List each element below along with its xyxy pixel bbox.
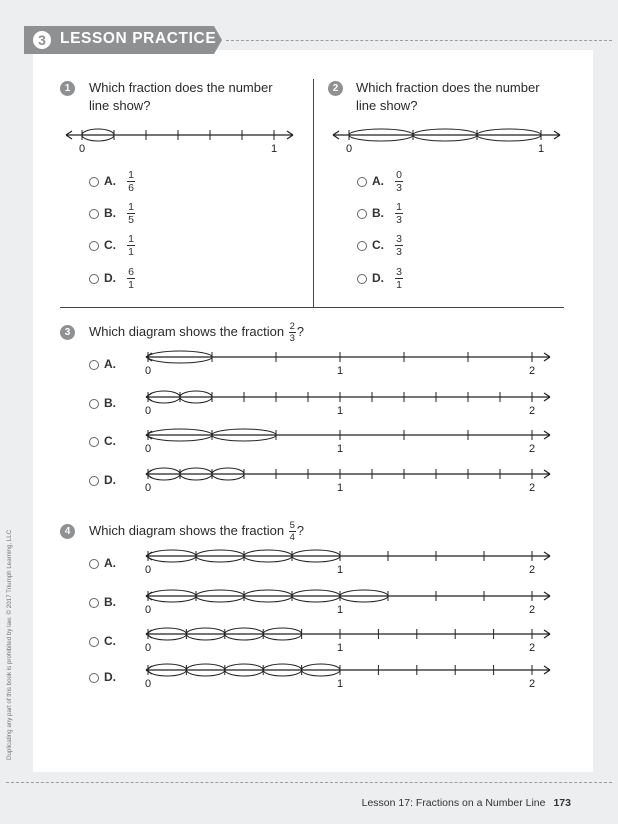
- fraction-numerator: 1: [396, 201, 402, 213]
- fraction-numerator: 6: [128, 266, 134, 278]
- section-number: 3: [33, 31, 51, 49]
- fraction-numerator: 1: [128, 233, 134, 245]
- q2-line-label-0: 0: [345, 143, 353, 155]
- footer-rule: [6, 782, 612, 783]
- question-3-prompt: Which diagram shows the fraction: [89, 323, 285, 339]
- q3-option-0-letter[interactable]: A.: [104, 357, 116, 371]
- q4-option-3-line-label-2: 2: [528, 678, 536, 690]
- q4-option-3-letter[interactable]: D.: [104, 670, 116, 684]
- q2-option-3-letter[interactable]: D.: [372, 271, 384, 285]
- q1-option-2-letter[interactable]: C.: [104, 238, 116, 252]
- question-4-number: 4: [60, 524, 75, 539]
- question-4-prompt: Which diagram shows the fraction: [89, 522, 285, 538]
- q4-option-2-line-label-1: 1: [336, 642, 344, 654]
- q2-option-0-letter[interactable]: A.: [372, 174, 384, 188]
- fraction-numerator: 5: [289, 520, 295, 531]
- q3-option-2-line-label-2: 2: [528, 443, 536, 455]
- q4-option-0-letter[interactable]: A.: [104, 556, 116, 570]
- fraction-numerator: 1: [128, 169, 134, 181]
- page-number: 173: [553, 797, 571, 809]
- section-title: LESSON PRACTICE: [60, 30, 217, 47]
- q2-option-1-letter[interactable]: B.: [372, 206, 384, 220]
- q1-option-1-letter[interactable]: B.: [104, 206, 116, 220]
- fraction-numerator: 3: [396, 266, 402, 278]
- q4-option-1-line-label-0: 0: [144, 604, 152, 616]
- q4-option-2-line-label-2: 2: [528, 642, 536, 654]
- fraction-denominator: 1: [128, 279, 134, 291]
- question-1-text: Which fraction does the number line show?: [89, 80, 273, 113]
- q4-option-1-line-label-2: 2: [528, 604, 536, 616]
- q4-option-0-line-label-0: 0: [144, 564, 152, 576]
- q2-line-label-1: 1: [537, 143, 545, 155]
- question-mark: ?: [296, 522, 304, 538]
- fraction-denominator: 5: [128, 214, 134, 226]
- copyright-notice: Duplicating any part of this book is prohibited by law. © 2017 Triumph Learning, LLC: [6, 529, 13, 760]
- fraction-denominator: 1: [128, 246, 134, 258]
- q3-option-3-line-label-0: 0: [144, 482, 152, 494]
- q3-option-2-line-label-0: 0: [144, 443, 152, 455]
- q3-option-0-line-label-0: 0: [144, 365, 152, 377]
- q3-option-2-line-label-1: 1: [336, 443, 344, 455]
- fraction-denominator: 4: [289, 532, 295, 543]
- q3-option-3-line-label-1: 1: [336, 482, 344, 494]
- q1-option-3-letter[interactable]: D.: [104, 271, 116, 285]
- question-mark: ?: [296, 323, 304, 339]
- q3-option-2-letter[interactable]: C.: [104, 434, 116, 448]
- q4-option-2-letter[interactable]: C.: [104, 634, 116, 648]
- fraction-numerator: 2: [289, 321, 295, 332]
- q3-option-1-line-label-1: 1: [336, 405, 344, 417]
- fraction-denominator: 6: [128, 182, 134, 194]
- q1-option-0-letter[interactable]: A.: [104, 174, 116, 188]
- q2-option-2-letter[interactable]: C.: [372, 238, 384, 252]
- q3-option-1-line-label-2: 2: [528, 405, 536, 417]
- q3-option-1-line-label-0: 0: [144, 405, 152, 417]
- fraction-denominator: 1: [396, 279, 402, 291]
- q4-option-2-line-label-0: 0: [144, 642, 152, 654]
- fraction-denominator: 3: [289, 333, 295, 344]
- fraction-denominator: 3: [396, 182, 402, 194]
- footer-lesson: Lesson 17: Fractions on a Number Line: [361, 797, 546, 809]
- page-footer: [362, 797, 571, 809]
- question-1-number: 1: [60, 81, 75, 96]
- fraction-numerator: 1: [128, 201, 134, 213]
- question-2-number: 2: [328, 81, 343, 96]
- fraction-denominator: 3: [396, 214, 402, 226]
- q3-option-0-line-label-2: 2: [528, 365, 536, 377]
- q4-option-3-line-label-1: 1: [336, 678, 344, 690]
- fraction-denominator: 3: [396, 246, 402, 258]
- q4-option-1-letter[interactable]: B.: [104, 595, 116, 609]
- q1-line-label-0: 0: [78, 143, 86, 155]
- question-2-text: Which fraction does the number line show?: [356, 80, 540, 113]
- q3-option-1-letter[interactable]: B.: [104, 396, 116, 410]
- q4-option-3-line-label-0: 0: [144, 678, 152, 690]
- q3-option-3-letter[interactable]: D.: [104, 473, 116, 487]
- q4-option-1-line-label-1: 1: [336, 604, 344, 616]
- question-3-number: 3: [60, 325, 75, 340]
- fraction-numerator: 0: [396, 169, 402, 181]
- fraction-numerator: 3: [396, 233, 402, 245]
- q4-option-0-line-label-1: 1: [336, 564, 344, 576]
- q3-option-3-line-label-2: 2: [528, 482, 536, 494]
- q4-option-0-line-label-2: 2: [528, 564, 536, 576]
- q1-line-label-1: 1: [270, 143, 278, 155]
- q3-option-0-line-label-1: 1: [336, 365, 344, 377]
